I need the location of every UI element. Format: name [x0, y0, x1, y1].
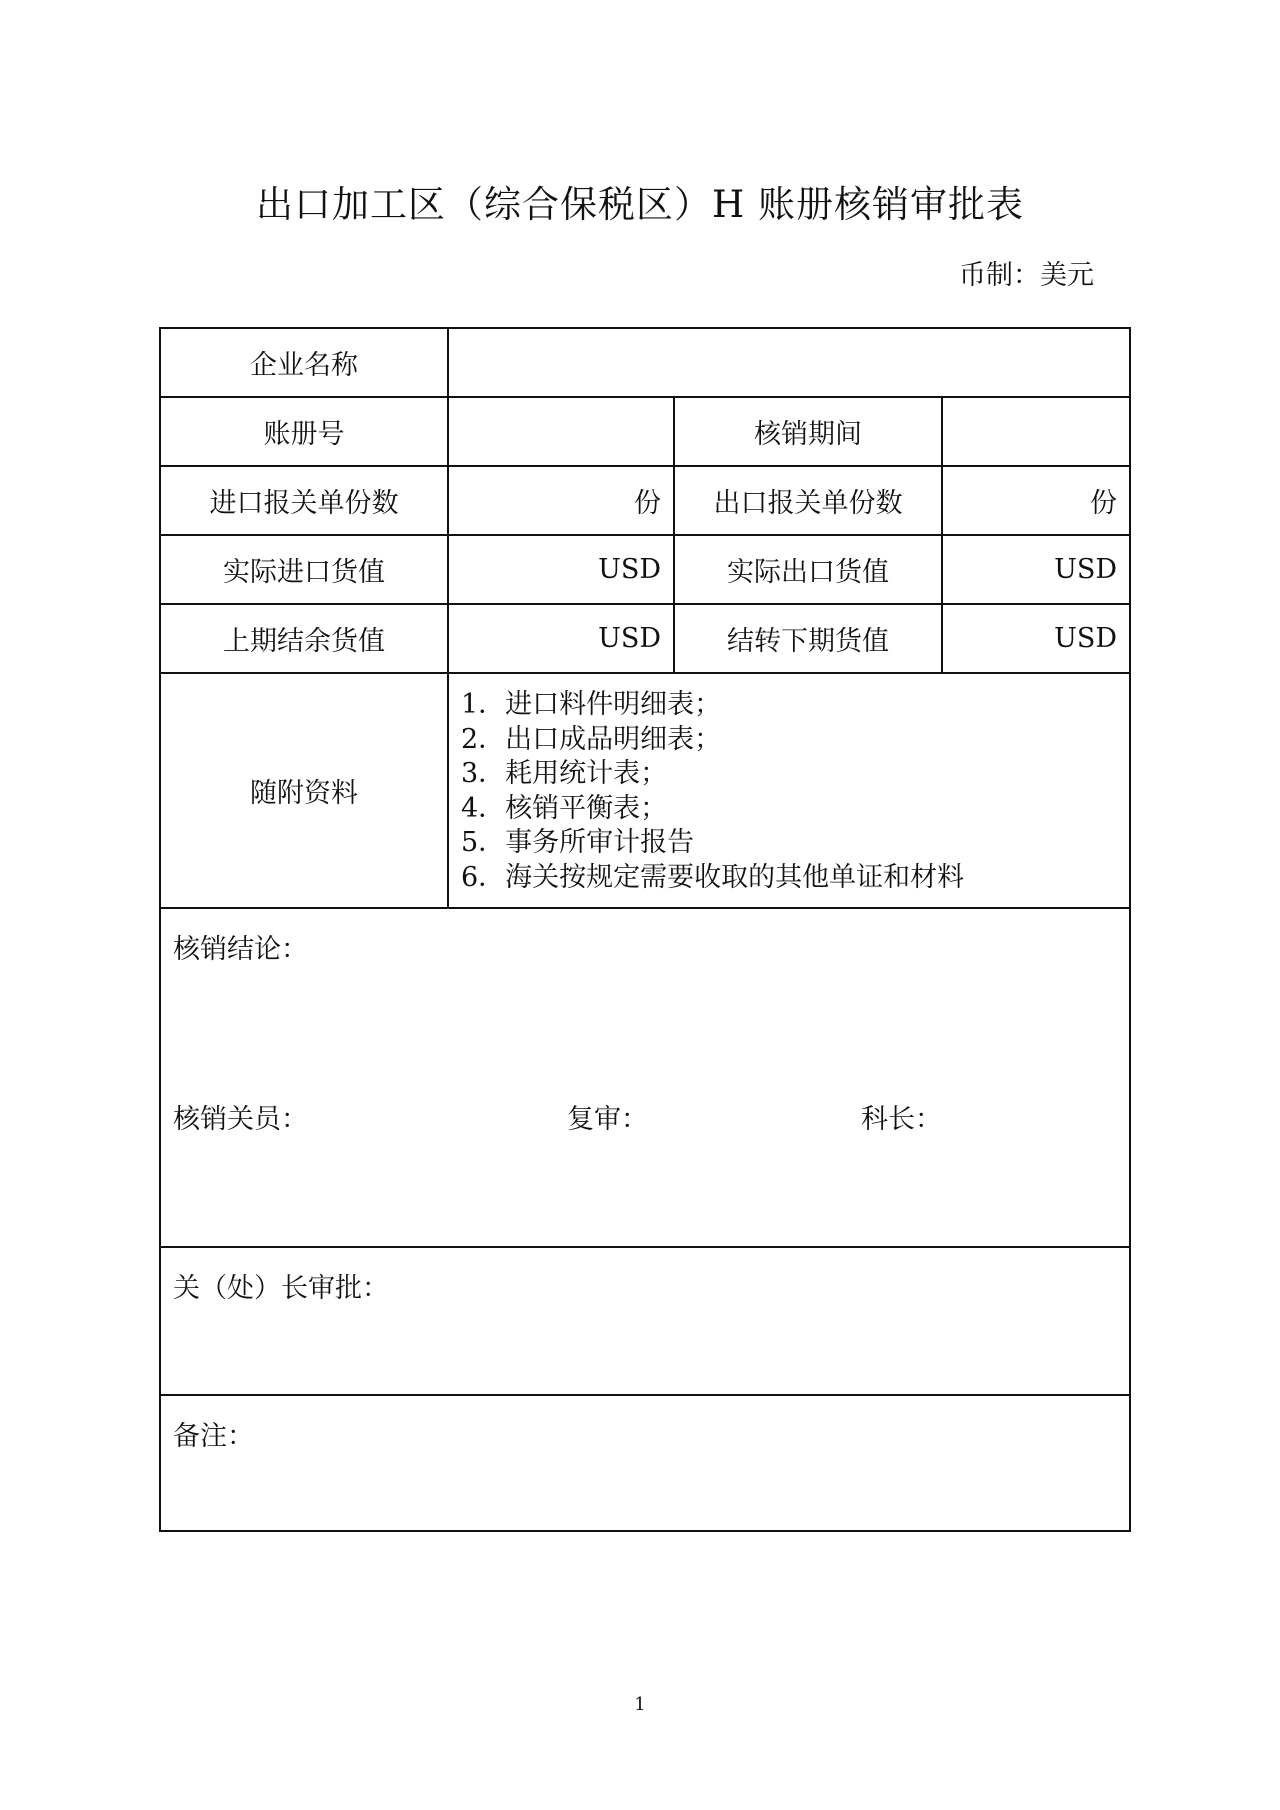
attachment-item: 5．事务所审计报告: [461, 827, 695, 858]
section-chief-signature-label: 科长：: [861, 1104, 942, 1135]
currency-label: 币制：美元: [959, 260, 1094, 291]
form-title: 出口加工区（综合保税区）H 账册核销审批表: [255, 183, 1025, 226]
import-decl-field[interactable]: 份: [448, 466, 674, 535]
import-decl-label: 进口报关单份数: [160, 466, 448, 535]
officer-signature-label: 核销关员：: [173, 1104, 308, 1135]
approval-form-table: [159, 327, 1131, 1532]
attachments-label: 随附资料: [160, 673, 448, 908]
page-number: 1: [634, 1694, 646, 1715]
attachments-cell: [448, 673, 1130, 908]
attachments-list: [449, 674, 1129, 907]
period-field[interactable]: [942, 397, 1130, 466]
actual-export-label: 实际出口货值: [674, 535, 942, 604]
prev-balance-field[interactable]: USD: [448, 604, 674, 673]
ledger-no-label: 账册号: [160, 397, 448, 466]
attachment-item: 2．出口成品明细表；: [461, 723, 722, 755]
next-carry-field[interactable]: USD: [942, 604, 1130, 673]
row-declarations: [160, 466, 1130, 535]
prev-balance-label: 上期结余货值: [160, 604, 448, 673]
conclusion-section[interactable]: [160, 908, 1130, 1247]
row-director-approval: [160, 1247, 1130, 1395]
company-name-label: 企业名称: [160, 328, 448, 397]
attachment-item: 1．进口料件明细表；: [461, 689, 722, 720]
remarks-section[interactable]: [160, 1395, 1130, 1531]
export-decl-field[interactable]: 份: [942, 466, 1130, 535]
director-approval-section[interactable]: [160, 1247, 1130, 1395]
export-decl-label: 出口报关单份数: [674, 466, 942, 535]
attachment-item: 3．耗用统计表；: [461, 758, 668, 789]
remarks-label: 备注：: [173, 1421, 254, 1452]
row-balances: [160, 604, 1130, 673]
attachment-item: 6．海关按规定需要收取的其他单证和材料: [461, 861, 965, 893]
actual-import-label: 实际进口货值: [160, 535, 448, 604]
row-conclusion: [160, 908, 1130, 1247]
row-company-name: [160, 328, 1130, 397]
period-label: 核销期间: [674, 397, 942, 466]
ledger-no-field[interactable]: [448, 397, 674, 466]
row-ledger: [160, 397, 1130, 466]
attachment-item: 4．核销平衡表；: [461, 792, 668, 824]
actual-import-field[interactable]: USD: [448, 535, 674, 604]
review-signature-label: 复审：: [567, 1104, 648, 1135]
row-remarks: [160, 1395, 1130, 1531]
company-name-field[interactable]: [448, 328, 1130, 397]
row-actual-values: [160, 535, 1130, 604]
actual-export-field[interactable]: USD: [942, 535, 1130, 604]
director-approval-label: 关（处）长审批：: [173, 1273, 389, 1304]
row-attachments: [160, 673, 1130, 908]
next-carry-label: 结转下期货值: [674, 604, 942, 673]
conclusion-label: 核销结论：: [173, 934, 308, 965]
